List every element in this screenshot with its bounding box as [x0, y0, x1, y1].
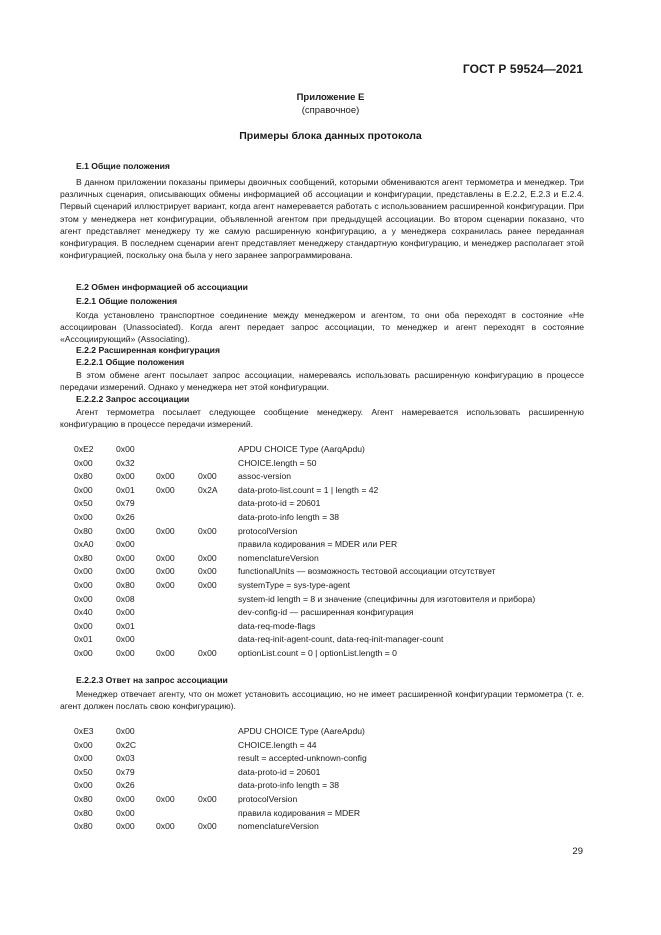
section-e222-heading: Е.2.2.2 Запрос ассоциации	[76, 394, 190, 404]
hex-byte-cell: 0x00	[156, 484, 175, 495]
hex-byte-cell: 0x00	[74, 457, 93, 468]
annex-title: Приложение Е	[296, 92, 365, 103]
hex-byte-cell: 0x00	[198, 647, 217, 658]
hex-byte-cell: 0x2C	[116, 739, 137, 750]
hex-byte-cell: 0x00	[74, 566, 93, 577]
hex-byte-cell: 0x00	[116, 471, 135, 482]
hex-byte-cell: 0x00	[74, 593, 93, 604]
hex-byte-cell: 0x00	[116, 539, 135, 550]
field-description-cell: nomenclatureVersion	[238, 821, 319, 832]
hex-byte-cell: 0x00	[116, 647, 135, 658]
field-description-cell: CHOICE.length = 50	[238, 457, 317, 468]
hex-byte-cell: 0x80	[74, 821, 93, 832]
hex-byte-cell: 0xE2	[74, 444, 94, 454]
field-description-cell: data-proto-info length = 38	[238, 780, 340, 791]
hex-byte-cell: 0x00	[156, 552, 175, 563]
field-description-cell: systemType = sys-type-agent	[238, 579, 351, 590]
hex-byte-cell: 0x80	[74, 525, 93, 536]
hex-byte-cell: 0x00	[198, 525, 217, 536]
hex-byte-cell: 0x00	[156, 566, 175, 577]
hex-byte-cell: 0x32	[116, 457, 135, 468]
field-description-cell: system-id length = 8 и значение (специфичны для изготовителя и прибора)	[238, 593, 536, 604]
hex-byte-cell: 0x00	[198, 793, 217, 804]
annex-main-title: Примеры блока данных протокола	[239, 130, 422, 142]
field-description-cell: data-req-init-agent-count, data-req-init-manager-count	[238, 634, 444, 645]
field-description-cell: dev-config-id — расширенная конфигурация	[238, 607, 414, 618]
field-description-cell: CHOICE.length = 44	[238, 739, 317, 750]
section-e22-heading: Е.2.2 Расширенная конфигурация	[76, 345, 220, 355]
section-e221-text: В этом обмене агент посылает запрос ассоциации, намереваясь использовать расширенную конфигурацию в процессе передачи измерений. Однако у менеджера нет этой конфигурации.	[60, 370, 584, 393]
hex-byte-cell: 0x50	[74, 766, 93, 777]
hex-byte-cell: 0x00	[156, 579, 175, 590]
hex-byte-cell: 0x00	[198, 821, 217, 832]
field-description-cell: APDU CHOICE Type (AareApdu)	[238, 726, 365, 736]
hex-byte-cell: 0x00	[116, 807, 135, 818]
hex-byte-cell: 0x00	[74, 511, 93, 522]
hex-byte-cell: 0x00	[74, 647, 93, 658]
field-description-cell: data-proto-list.count = 1 | length = 42	[238, 484, 379, 495]
hex-byte-cell: 0x2A	[198, 484, 218, 495]
field-description-cell: functionalUnits — возможность тестовой ассоциации отсутствует	[238, 566, 496, 577]
field-description-cell: nomenclatureVersion	[238, 552, 319, 563]
hex-byte-cell: 0x00	[74, 739, 93, 750]
hex-byte-cell: 0x26	[116, 511, 135, 522]
page-number: 29	[572, 846, 583, 857]
field-description-cell: data-proto-info length = 38	[238, 511, 340, 522]
hex-byte-cell: 0x00	[116, 607, 135, 618]
hex-byte-cell: 0x00	[198, 471, 217, 482]
section-e223-text: Менеджер отвечает агенту, что он может установить ассоциацию, но не имеет расширенной конфигурации термометра (т. е. агент должен послать свою конфигурацию).	[60, 689, 584, 712]
section-e221-heading: Е.2.2.1 Общие положения	[76, 357, 185, 367]
field-description-cell: правила кодирования = MDER или PER	[238, 539, 398, 550]
hex-byte-cell: 0x00	[198, 552, 217, 563]
field-description-cell: protocolVersion	[238, 793, 298, 804]
hex-byte-cell: 0x00	[74, 579, 93, 590]
hex-byte-cell: 0x00	[156, 647, 175, 658]
section-e21-text: Когда установлено транспортное соединение между менеджером и агентом, то они оба переходят в состояние «Не ассоциирован (Unassociated). Когда агент передает запрос ассоциации, то менеджер и агент переходят в состояние «Ассоциирующий» (Associating).	[60, 310, 584, 345]
field-description-cell: data-proto-id = 20601	[238, 766, 321, 777]
hex-byte-cell: 0x00	[116, 793, 135, 804]
field-description-cell: assoc-version	[238, 471, 292, 482]
hex-byte-cell: 0x03	[116, 753, 135, 764]
hex-byte-cell: 0x26	[116, 780, 135, 791]
hex-byte-cell: 0x80	[74, 471, 93, 482]
hex-byte-cell: 0x00	[116, 566, 135, 577]
hex-byte-cell: 0x01	[116, 620, 135, 631]
section-e223-heading: Е.2.2.3 Ответ на запрос ассоциации	[76, 675, 228, 685]
standard-header: ГОСТ Р 59524—2021	[462, 62, 583, 76]
section-e2-heading: Е.2 Обмен информацией об ассоциации	[76, 282, 248, 292]
field-description-cell: APDU CHOICE Type (AarqApdu)	[238, 444, 365, 454]
hex-byte-cell: 0x00	[116, 821, 135, 832]
hex-byte-cell: 0x00	[156, 821, 175, 832]
section-e1-text: В данном приложении показаны примеры двоичных сообщений, которыми обмениваются агент термометра и менеджер. Три различных сценария, описывающих обмены информацией об ассоциации и конфигурации, представлены в Е.2.2, Е.2.3 и Е.2.4. Первый сценарий иллюстрирует вариант, когда агент намеревается работать с использованием расширенной конфигурации. При этом у менеджера нет конфигурации, объявленной агентом при предыдущей ассоциации. Во втором сценарии показано, что агент представляет менеджеру ту же самую расширенную конфигурацию, а у менеджера сохранилась ранее переданная конфигурация. В последнем сценарии агент представляет менеджеру стандартную конфигурацию, и менеджер располагает этой конфигурацией, поскольку она была у него заранее запрограммирована.	[60, 177, 584, 261]
field-description-cell: data-req-mode-flags	[238, 620, 316, 631]
hex-byte-cell: 0x79	[116, 766, 135, 777]
hex-byte-cell: 0x80	[74, 807, 93, 818]
hex-byte-cell: 0x80	[116, 579, 135, 590]
hex-byte-cell: 0x00	[156, 793, 175, 804]
hex-byte-cell: 0x01	[74, 634, 93, 645]
field-description-cell: result = accepted-unknown-config	[238, 753, 367, 764]
hex-byte-cell: 0x00	[74, 753, 93, 764]
hex-byte-cell: 0x00	[74, 620, 93, 631]
section-e222-text: Агент термометра посылает следующее сообщение менеджеру. Агент намеревается использовать расширенную конфигурацию в процессе передачи измерений.	[60, 407, 584, 430]
field-description-cell: правила кодирования = MDER	[238, 807, 361, 818]
hex-byte-cell: 0x00	[74, 780, 93, 791]
hex-byte-cell: 0x80	[74, 793, 93, 804]
hex-byte-cell: 0x00	[116, 552, 135, 563]
section-e21-heading: Е.2.1 Общие положения	[76, 296, 178, 306]
hex-byte-cell: 0x00	[116, 634, 135, 645]
hex-byte-cell: 0x79	[116, 498, 135, 509]
hex-byte-cell: 0x00	[116, 726, 135, 736]
hex-byte-cell: 0x08	[116, 593, 135, 604]
field-description-cell: optionList.count = 0 | optionList.length = 0	[238, 647, 397, 658]
hex-byte-cell: 0x00	[198, 579, 217, 590]
hex-byte-cell: 0x00	[156, 471, 175, 482]
section-e1-heading: Е.1 Общие положения	[76, 161, 170, 171]
annex-subtitle: (справочное)	[301, 105, 360, 116]
hex-byte-cell: 0x00	[116, 525, 135, 536]
field-description-cell: data-proto-id = 20601	[238, 498, 321, 509]
hex-byte-cell: 0x40	[74, 607, 93, 618]
hex-byte-cell: 0x01	[116, 484, 135, 495]
hex-byte-cell: 0x00	[198, 566, 217, 577]
hex-byte-cell: 0x50	[74, 498, 93, 509]
field-description-cell: protocolVersion	[238, 525, 298, 536]
hex-byte-cell: 0x80	[74, 552, 93, 563]
hex-byte-cell: 0xE3	[74, 726, 94, 736]
hex-byte-cell: 0xA0	[74, 539, 94, 550]
hex-byte-cell: 0x00	[156, 525, 175, 536]
hex-byte-cell: 0x00	[116, 444, 135, 454]
hex-byte-cell: 0x00	[74, 484, 93, 495]
